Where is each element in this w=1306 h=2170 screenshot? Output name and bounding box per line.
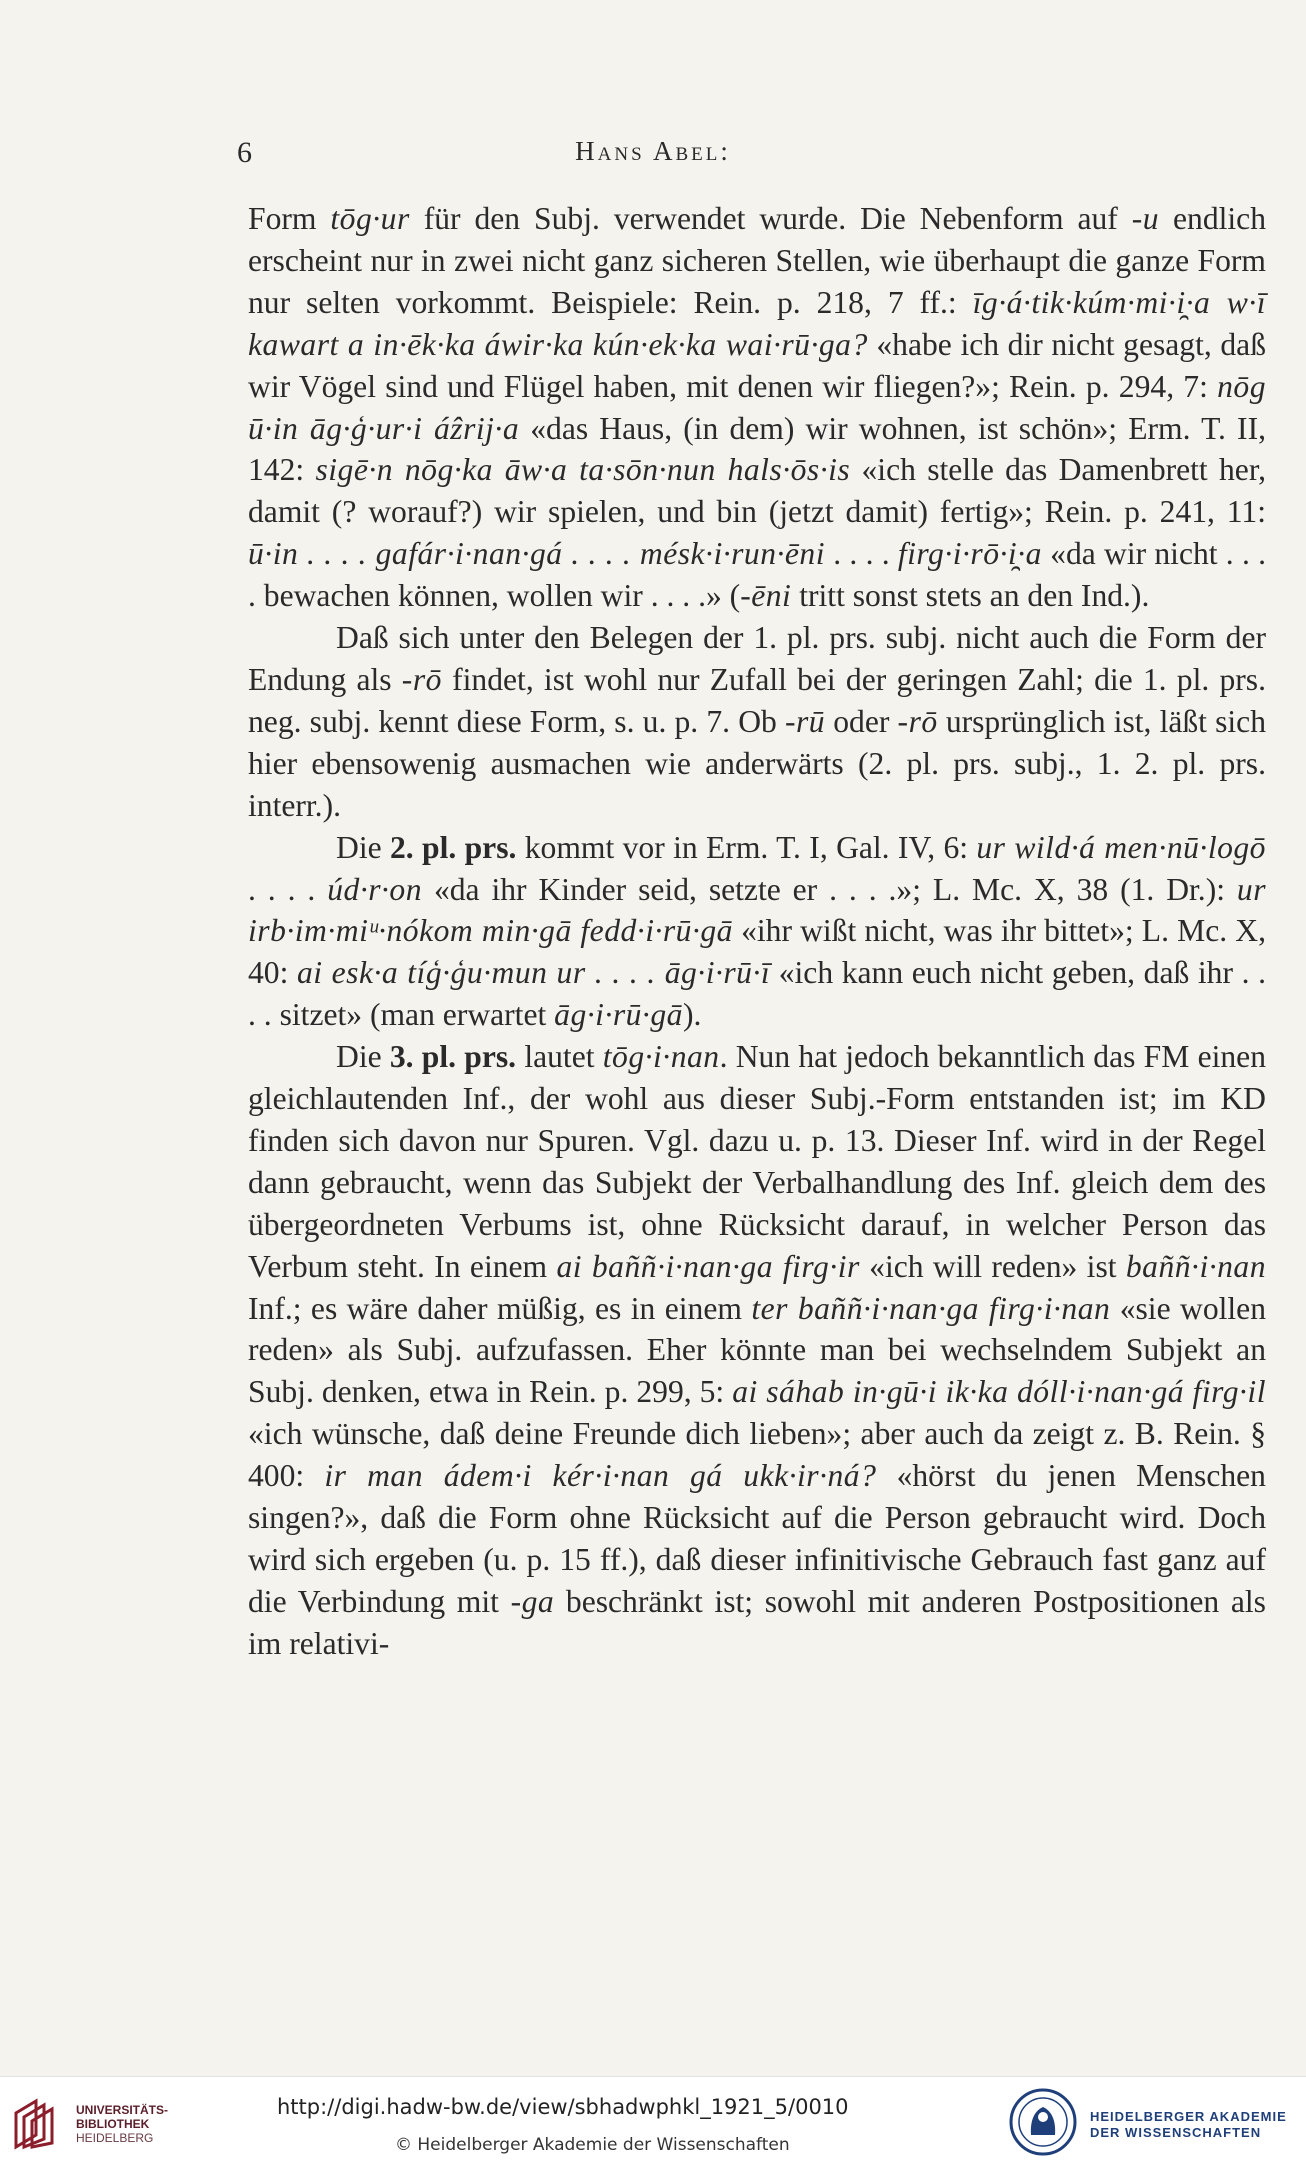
page-number: 6 xyxy=(237,136,252,169)
nubian-term: -rō xyxy=(401,661,442,697)
copyright-notice: © Heidelberger Akademie der Wissenschaften xyxy=(395,2135,790,2155)
nubian-term: ur irb·im·miᵘ·nókom min·gā fedd·i·rū·gā xyxy=(248,871,1267,949)
nubian-term: īg·á·tik·kúm·mi·i̯·a w·ī kawart a in·ēk·ka áwir·ka kún·ek·ka wai·rū·ga? xyxy=(248,284,1266,362)
academy-name xyxy=(1090,2109,1287,2141)
paragraph: Die 3. pl. prs. lautet tōg·i·nan. Nun hat jedoch bekanntlich das FM einen gleichlautenden Inf., der wohl aus dieser Subj.-Form entstanden ist; im KD finden sich davon nur Spuren. Vgl. dazu u. p. 13. Dieser Inf. wird in der Regel dann gebraucht, wenn das Subjekt der Verbalhandlung des Inf. gleich dem des übergeordneten Verbums ist, ohne Rücksicht darauf, in welcher Person das Verbum steht. In einem ai baññ·i·nan·ga firg·ir «ich will reden» ist baññ·i·nan Inf.; es wäre daher müßig, es in einem ter baññ·i·nan·ga firg·i·nan «sie wollen reden» als Subj. aufzufassen. Eher könnte man bei wechselndem Subjekt an Subj. denken, etwa in Rein. p. 299, 5: ai sáhab in·gū·i ik·ka dóll·i·nan·gá firg·il «ich wünsche, daß deine Freunde dich lieben»; aber auch da zeigt z. B. Rein. § 400: ir man ádem·i kér·i·nan gá ukk·ir·ná? «hörst du jenen Menschen singen?», daß die Form ohne Rücksicht auf die Person gebraucht wird. Doch wird sich ergeben (u. p. 15 ff.), daß dieser infinitivische Gebrauch fast ganz auf die Verbindung mit -ga beschränkt ist; sowohl mit anderen Postpositionen als im relativi- xyxy=(248,1039,1267,1661)
nubian-term: ai baññ·i·nan·ga firg·ir xyxy=(556,1248,860,1284)
running-head: Hans Abel: xyxy=(575,136,731,166)
academy-line-1: HEIDELBERGER AKADEMIE xyxy=(1090,2109,1287,2124)
nubian-term: ter baññ·i·nan·ga firg·i·nan xyxy=(751,1290,1111,1326)
nubian-term: -ēni xyxy=(740,578,792,614)
library-line-3: HEIDELBERG xyxy=(76,2131,154,2145)
nubian-term: ai esk·a tíģ·ģu·mun ur . . . . āg·i·rū·ī xyxy=(296,955,771,991)
nubian-term: -rū xyxy=(784,703,826,739)
nubian-term: firg·i·rō·i̯·a xyxy=(897,536,1042,572)
nubian-term: tōg·i·nan xyxy=(602,1039,720,1075)
university-library-logo-icon xyxy=(10,2095,68,2153)
paragraph: Die 2. pl. prs. kommt vor in Erm. T. I, Gal. IV, 6: ur wild·á men·nū·logō . . . . úd·r·on «da ihr Kinder seid, setzte er . . . .»; L. Mc. X, 38 (1. Dr.): ur irb·im·miᵘ·nókom min·gā fedd·i·rū·gā «ihr wißt nicht, was ihr bittet»; L. Mc. X, 40: ai esk·a tíģ·ģu·mun ur . . . . āg·i·rū·ī «ich kann euch nicht geben, daß ihr . . . . sitzet» (man erwartet āg·i·rū·gā). xyxy=(248,829,1267,1033)
nubian-term: ai sáhab in·gū·i ik·ka dóll·i·nan·gá firg·il xyxy=(732,1374,1266,1410)
library-line-2: BIBLIOTHEK xyxy=(76,2117,150,2131)
university-library-name xyxy=(76,2103,168,2145)
grammar-heading: 3. pl. prs. xyxy=(389,1039,517,1075)
paragraph: Daß sich unter den Belegen der 1. pl. prs. subj. nicht auch die Form der Endung als -rō findet, ist wohl nur Zufall bei der geringen Zahl; die 1. pl. prs. neg. subj. kennt diese Form, s. u. p. 7. Ob -rū oder -rō ursprünglich ist, läßt sich hier ebensowenig ausmachen wie anderwärts (2. pl. prs. subj., 1. 2. pl. prs. interr.). xyxy=(248,620,1266,823)
academy-seal-icon xyxy=(1008,2087,1078,2157)
nubian-term: ir man ádem·i kér·i·nan gá ukk·ir·ná? xyxy=(324,1458,877,1494)
nubian-term: āg·i·rū·gā xyxy=(554,997,683,1033)
nubian-term: ū·in . . . . gafár·i·nan·gá . . . . mésk·i·run·ēni xyxy=(248,536,826,572)
nubian-term: úd·r·on xyxy=(327,871,423,907)
academy-line-2: DER WISSENSCHAFTEN xyxy=(1090,2125,1262,2140)
permalink-url[interactable]: http://digi.hadw-bw.de/view/sbhadwphkl_1921_5/0010 xyxy=(277,2095,849,2119)
nubian-term: nōg ū·in āg·ģ·ur·i áẑrij·a xyxy=(248,368,1266,446)
footer-bar xyxy=(0,2076,1306,2170)
nubian-term: -ga xyxy=(510,1583,555,1619)
body-text xyxy=(248,198,1266,1665)
nubian-term: sigē·n nōg·ka āw·a ta·sōn·nun hals·ōs·is xyxy=(315,452,851,488)
nubian-term: tōg·ur xyxy=(330,201,410,236)
paragraph: Form tōg·ur für den Subj. verwendet wurde. Die Nebenform auf -u endlich erscheint nur in zwei nicht ganz sicheren Stellen, wie überhaupt die ganze Form nur selten vorkommt. Beispiele: Rein. p. 218, 7 ff.: īg·á·tik·kúm·mi·i̯·a w·ī kawart a in·ēk·ka áwir·ka kún·ek·ka wai·rū·ga? «habe ich dir nicht gesagt, daß wir Vögel sind und Flügel haben, mit denen wir fliegen?»; Rein. p. 294, 7: nōg ū·in āg·ģ·ur·i áẑrij·a «das Haus, (in dem) wir wohnen, ist schön»; Erm. T. II, 142: sigē·n nōg·ka āw·a ta·sōn·nun hals·ōs·is «ich stelle das Damenbrett her, damit (? worauf?) wir spielen, und bin (jetzt damit) fertig»; Rein. p. 241, 11: ū·in . . . . gafár·i·nan·gá . . . . mésk·i·run·ēni . . . . firg·i·rō·i̯·a «da wir nicht . . . . bewachen können, wollen wir . . . .» (-ēni tritt sonst stets an den Ind.). xyxy=(248,201,1267,614)
library-line-1: UNIVERSITÄTS- xyxy=(76,2103,169,2117)
nubian-term: baññ·i·nan xyxy=(1125,1248,1267,1284)
nubian-term: ur wild·á men·nū·logō xyxy=(976,829,1266,865)
nubian-term: -u xyxy=(1131,201,1160,236)
grammar-heading: 2. pl. prs. xyxy=(389,829,517,865)
nubian-term: -rō xyxy=(897,703,938,739)
